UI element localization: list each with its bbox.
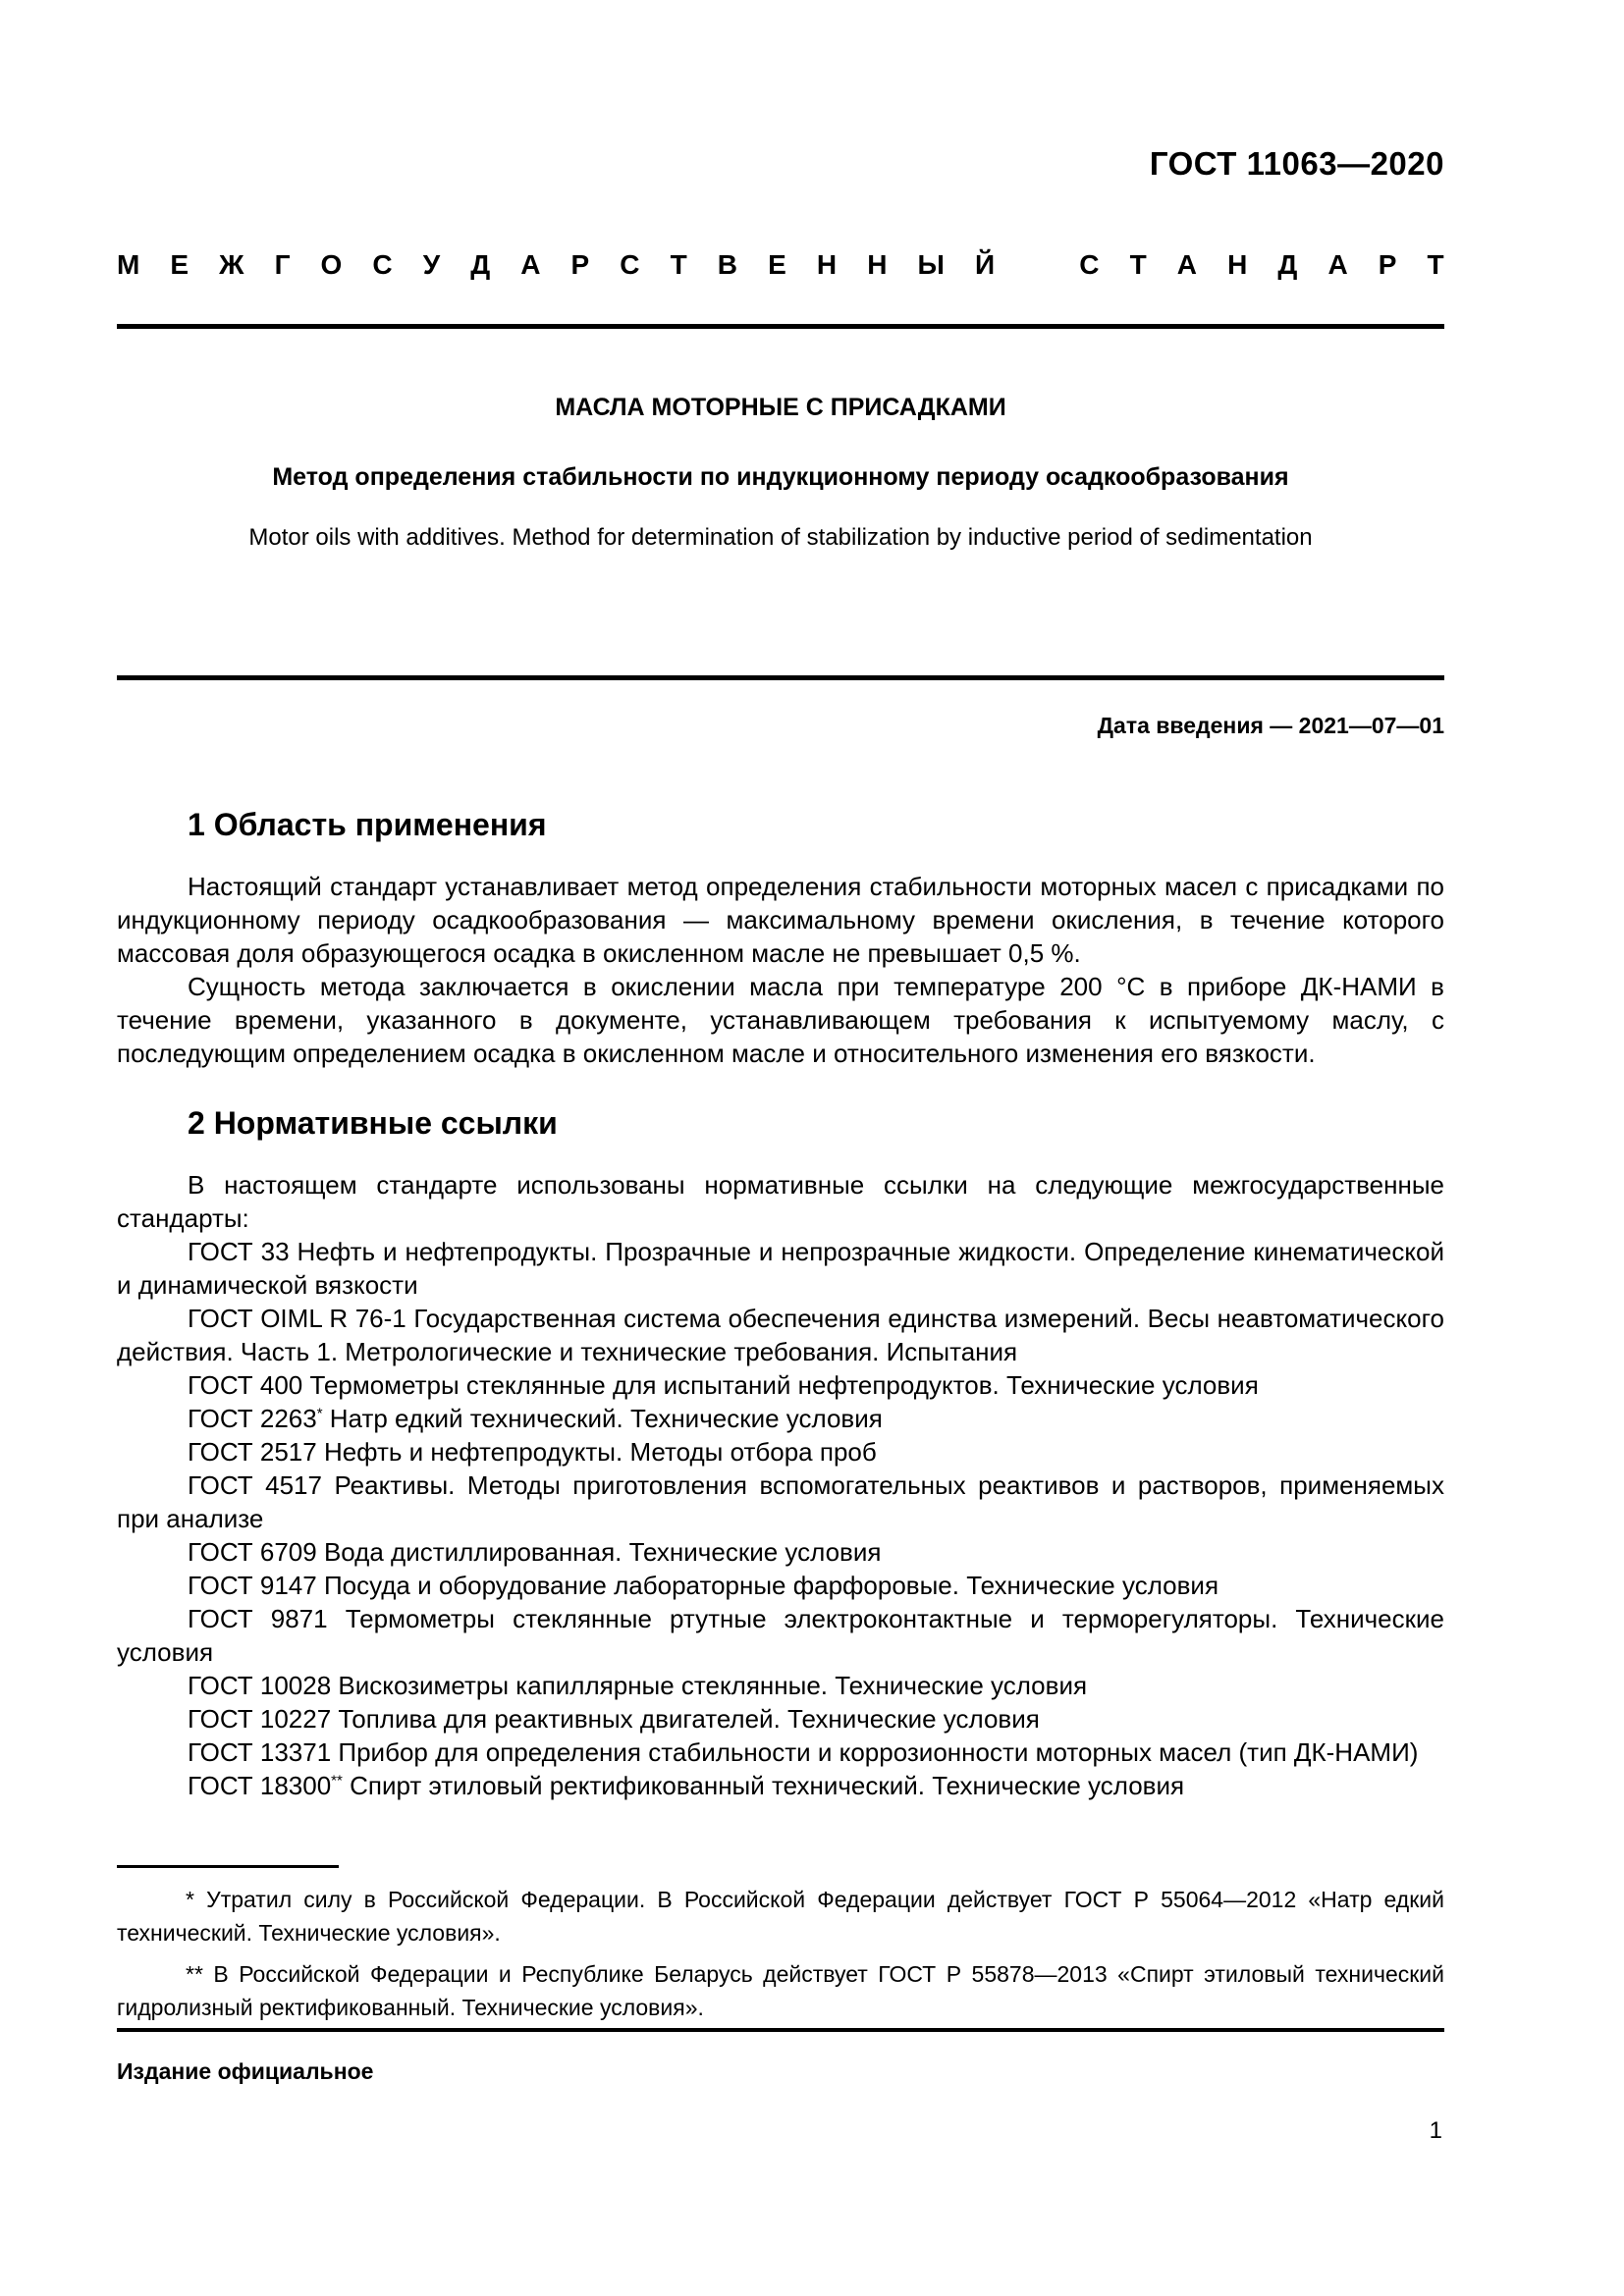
document-subtitle: Метод определения стабильности по индукционному периоду осадкообразования — [272, 463, 1289, 491]
section-1-paragraph: Настоящий стандарт устанавливает метод определения стабильности моторных масел с присадками по индукционному периоду осадкообразования — максимальному времени окисления, в течение которого массовая доля образующегося осадка в окисленном масле не превышает 0,5 %. — [117, 872, 1444, 968]
reference-list — [117, 1235, 1444, 1802]
reference-title: Реактивы. Методы приготовления вспомогательных реактивов и растворов, применяемых при анализе — [117, 1470, 1444, 1533]
section-1-paragraph: Сущность метода заключается в окислении масла при температуре 200 °С в приборе ДК-НАМИ в течение времени, указанного в документе, устанавливающем требования к испытуемому маслу, с последующим определением осадка в окисленном масле и относительного изменения его вязкости. — [117, 972, 1444, 1068]
reference-title: Нефть и нефтепродукты. Методы отбора проб — [323, 1437, 877, 1467]
top-rule — [117, 324, 1444, 329]
heading-letter: Н — [867, 249, 888, 280]
reference-code: ГОСТ 13371 — [188, 1737, 332, 1767]
reference-title: Прибор для определения стабильности и коррозионности моторных масел (тип ДК-НАМИ) — [338, 1737, 1419, 1767]
heading-letter: А — [520, 249, 541, 280]
reference-code: ГОСТ 33 — [188, 1237, 290, 1266]
footnote-rule — [117, 1865, 339, 1868]
reference-title: Термометры стеклянные ртутные электроконтактные и терморегуляторы. Технические условия — [117, 1604, 1444, 1667]
reference-code: ГОСТ 10028 — [188, 1671, 332, 1700]
heading-letter: Р — [570, 249, 590, 280]
heading-letter: Й — [975, 249, 996, 280]
reference-item — [117, 1769, 1444, 1802]
word-gap — [1025, 249, 1049, 281]
document-title: МАСЛА МОТОРНЫЕ С ПРИСАДКАМИ — [555, 394, 1006, 421]
official-edition-label: Издание официальное — [117, 2058, 374, 2084]
introduction-date: Дата введения — 2021—07—01 — [1097, 713, 1444, 738]
heading-letter: О — [320, 249, 343, 280]
reference-code: ГОСТ 6709 — [188, 1537, 317, 1567]
section-2-heading: 2 Нормативные ссылки — [188, 1105, 558, 1141]
reference-code: ГОСТ 9871 — [188, 1604, 328, 1633]
reference-item — [117, 1602, 1444, 1669]
heading-letter: А — [1327, 249, 1348, 280]
footnotes — [117, 1883, 1444, 2032]
title-rule — [117, 675, 1444, 680]
reference-code: ГОСТ 9147 — [188, 1571, 317, 1600]
reference-title: Вискозиметры капиллярные стеклянные. Технические условия — [338, 1671, 1088, 1700]
reference-title: Государственная система обеспечения единства измерений. Весы неавтоматического действия. Часть 1. Метрологические и технические требования. Испытания — [117, 1304, 1444, 1366]
reference-code: ГОСТ OIML R 76-1 — [188, 1304, 406, 1333]
heading-letter: У — [422, 249, 441, 280]
heading-letter: В — [717, 249, 738, 280]
page-number: 1 — [1429, 2117, 1442, 2144]
heading-letter: С — [620, 249, 640, 280]
reference-item — [117, 1368, 1444, 1402]
section-2-intro: В настоящем стандарте использованы нормативные ссылки на следующие межгосударственные стандарты: — [117, 1170, 1444, 1233]
reference-title: Натр едкий технический. Технические условия — [329, 1404, 883, 1433]
heading-letter: Д — [1277, 249, 1298, 280]
heading-letter: А — [1176, 249, 1198, 280]
heading-letter: Д — [470, 249, 491, 280]
reference-title: Посуда и оборудование лабораторные фарфоровые. Технические условия — [323, 1571, 1219, 1600]
document-code: ГОСТ 11063—2020 — [1149, 145, 1444, 182]
reference-item — [117, 1468, 1444, 1535]
reference-code: ГОСТ 2263 — [188, 1404, 317, 1433]
reference-item — [117, 1735, 1444, 1769]
heading-letter: Т — [670, 249, 687, 280]
footnote: ** В Российской Федерации и Республике Беларусь действует ГОСТ Р 55878—2013 «Спирт этиловый технический гидролизный ректификованный. Технические условия». — [117, 1961, 1444, 2020]
reference-item — [117, 1402, 1444, 1435]
heading-letter: Е — [768, 249, 786, 280]
heading-letter: М — [117, 249, 140, 280]
reference-code: ГОСТ 400 — [188, 1370, 303, 1400]
reference-title: Спирт этиловый ректификованный технический. Технические условия — [350, 1771, 1185, 1800]
reference-item — [117, 1535, 1444, 1569]
reference-item — [117, 1435, 1444, 1468]
reference-title: Нефть и нефтепродукты. Прозрачные и непрозрачные жидкости. Определение кинематической и динамической вязкости — [117, 1237, 1445, 1300]
reference-code: ГОСТ 4517 — [188, 1470, 322, 1500]
section-1-body — [117, 870, 1444, 1070]
reference-title: Вода дистиллированная. Технические условия — [323, 1537, 882, 1567]
english-title: Motor oils with additives. Method for determination of stabilization by inductive period of sedimentation — [248, 524, 1313, 551]
reference-item — [117, 1569, 1444, 1602]
reference-item — [117, 1669, 1444, 1702]
footnote-mark: * — [316, 1405, 323, 1422]
heading-letter: Р — [1378, 249, 1397, 280]
heading-letter: С — [1079, 249, 1100, 280]
reference-title: Топлива для реактивных двигателей. Технические условия — [338, 1704, 1040, 1734]
reference-item — [117, 1302, 1444, 1368]
heading-letter: Г — [274, 249, 291, 280]
section-2-body — [117, 1168, 1444, 1802]
reference-code: ГОСТ 18300 — [188, 1771, 332, 1800]
heading-letter: Н — [1227, 249, 1248, 280]
footnote: * Утратил силу в Российской Федерации. В Российской Федерации действует ГОСТ Р 55064—2012 «Натр едкий технический. Технические условия». — [117, 1887, 1444, 1946]
reference-code: ГОСТ 2517 — [188, 1437, 317, 1467]
bottom-rule — [117, 2028, 1444, 2032]
section-1-heading: 1 Область применения — [188, 807, 547, 842]
heading-letter: Е — [170, 249, 189, 280]
reference-item — [117, 1702, 1444, 1735]
standard-type-heading — [117, 249, 1444, 281]
footnote-mark: ** — [331, 1772, 343, 1789]
reference-item — [117, 1235, 1444, 1302]
heading-letter: Т — [1427, 249, 1444, 280]
reference-title: Термометры стеклянные для испытаний нефтепродуктов. Технические условия — [309, 1370, 1259, 1400]
heading-letter: Н — [816, 249, 838, 280]
heading-letter: Т — [1129, 249, 1147, 280]
heading-letter: Ы — [917, 249, 945, 280]
heading-letter: С — [372, 249, 393, 280]
heading-letter: Ж — [219, 249, 244, 280]
reference-code: ГОСТ 10227 — [188, 1704, 332, 1734]
